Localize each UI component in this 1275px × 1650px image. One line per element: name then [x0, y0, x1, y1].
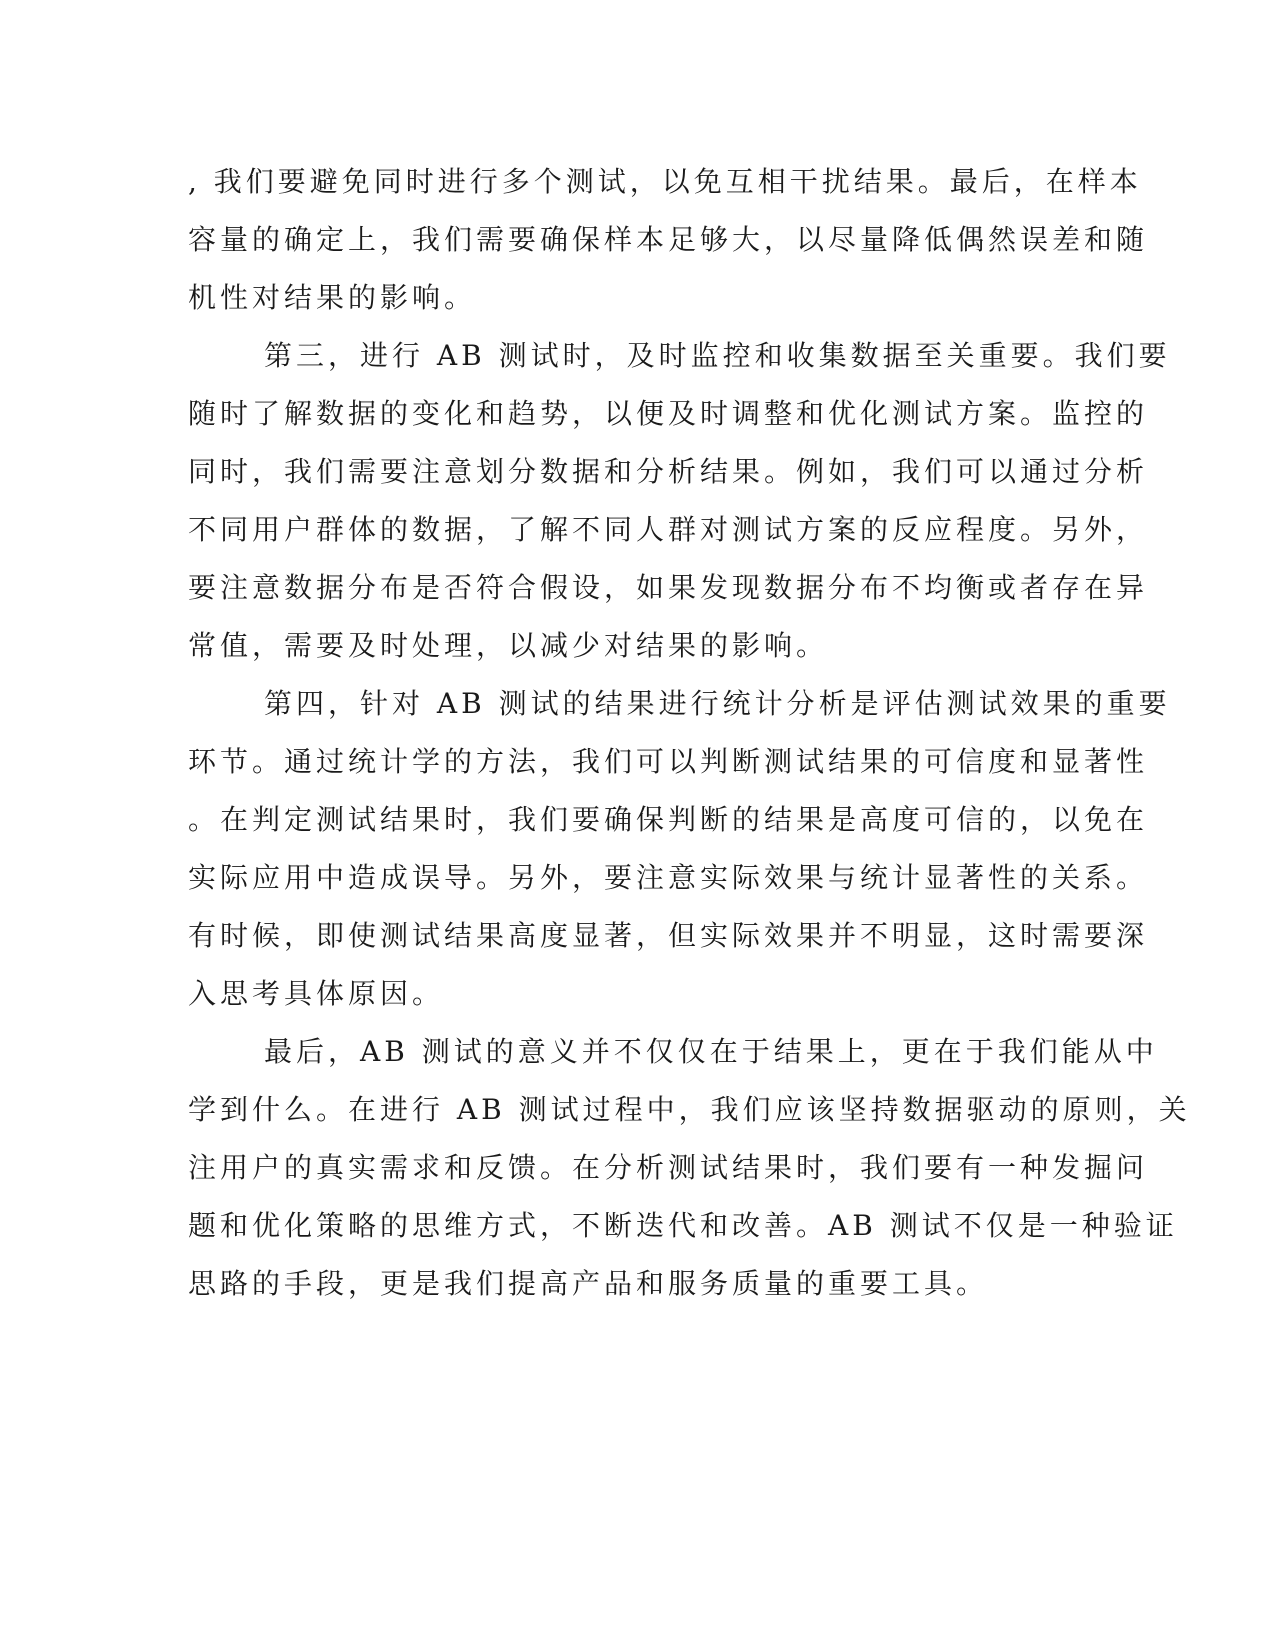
paragraph-start-line: 第四，针对 AB 测试的结果进行统计分析是评估测试效果的重要 — [264, 687, 1171, 720]
text-line: 注用户的真实需求和反馈。在分析测试结果时，我们要有一种发掘问 — [188, 1151, 1149, 1184]
paragraph-start-line: 第三，进行 AB 测试时，及时监控和收集数据至关重要。我们要 — [264, 339, 1171, 372]
text-line: 。在判定测试结果时，我们要确保判断的结果是高度可信的，以免在 — [188, 803, 1149, 836]
text-line: 思路的手段，更是我们提高产品和服务质量的重要工具。 — [188, 1267, 989, 1300]
text-line: 常值，需要及时处理，以减少对结果的影响。 — [188, 629, 829, 662]
text-line: 实际应用中造成误导。另外，要注意实际效果与统计显著性的关系。 — [188, 861, 1149, 894]
text-line: 机性对结果的影响。 — [188, 281, 477, 314]
text-line: 题和优化策略的思维方式，不断迭代和改善。AB 测试不仅是一种验证 — [188, 1209, 1178, 1242]
text-line: , 我们要避免同时进行多个测试，以免互相干扰结果。最后，在样本 — [188, 165, 1142, 198]
text-line: 容量的确定上，我们需要确保样本足够大，以尽量降低偶然误差和随 — [188, 223, 1149, 256]
text-line: 学到什么。在进行 AB 测试过程中，我们应该坚持数据驱动的原则，关 — [188, 1093, 1191, 1126]
text-line: 同时，我们需要注意划分数据和分析结果。例如，我们可以通过分析 — [188, 455, 1149, 488]
text-line: 不同用户群体的数据，了解不同人群对测试方案的反应程度。另外， — [188, 513, 1149, 546]
paragraph-start-line: 最后，AB 测试的意义并不仅仅在于结果上，更在于我们能从中 — [264, 1035, 1158, 1068]
text-line: 有时候，即使测试结果高度显著，但实际效果并不明显，这时需要深 — [188, 919, 1149, 952]
text-line: 环节。通过统计学的方法，我们可以判断测试结果的可信度和显著性 — [188, 745, 1149, 778]
text-line: 入思考具体原因。 — [188, 977, 445, 1010]
text-line: 要注意数据分布是否符合假设，如果发现数据分布不均衡或者存在异 — [188, 571, 1149, 604]
text-line: 随时了解数据的变化和趋势，以便及时调整和优化测试方案。监控的 — [188, 397, 1149, 430]
